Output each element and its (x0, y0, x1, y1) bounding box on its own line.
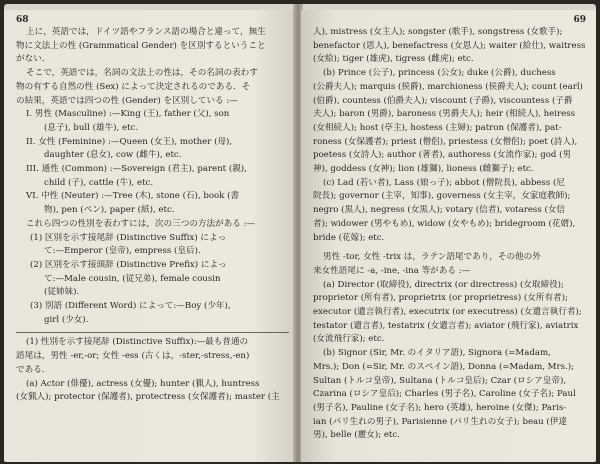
text-line: て:—Emperor (皇帝), empress (皇后). (44, 246, 201, 257)
text-line: (女給); tiger (雄虎), tigress (雌虎); etc. (313, 54, 474, 65)
text-line: そこで，英語では，名詞の文法上の性は，その名詞の表わす (26, 68, 258, 79)
text-line: 語尾は，男性 -er,-or; 女性 -ess (古くは，-ster,-stress,-en) (16, 351, 250, 362)
right-page (301, 10, 596, 462)
text-line: 男性 -tor, 女性 -trix は，ラテン語尾であり，その他の外 (323, 252, 541, 263)
text-line: (b) Signor (Sir, Mr. のイタリア語), Signora (=Madam, (323, 348, 551, 359)
text-line: I. 男性 (Masculine) :—King (王), father (父), son (26, 109, 230, 120)
text-line: (a) Director (取締役), directrix (or directress) (女取締役); (323, 279, 564, 290)
text-line: 物), pen (ペン), paper (紙), etc. (44, 205, 175, 216)
text-line: 院長); governor (主宰，知事), governess (女主宰，女家庭教師); (313, 191, 571, 202)
text-line: て:—Male cousin, (従兄弟), female cousin (44, 273, 221, 284)
text-line: (女流飛行家); etc. (313, 334, 385, 345)
text-line: daughter (息女), cow (雌牛), etc. (44, 150, 182, 161)
text-line: (伯爵), countess (伯爵夫人); viscount (子爵), viscountess (子爵 (313, 95, 573, 106)
text-line: (女相続人); host (亭主), hostess (主婦); patron (保護者), pat- (313, 122, 562, 133)
text-line: 来女性語尾に -a, -ine, -ina 等がある :— (313, 265, 471, 276)
open-book (4, 4, 596, 462)
text-line: (1) 性別を示す接尾辞 (Distinctive Suffix):—最も普通の (26, 337, 249, 348)
text-line: (公爵夫人); marquis (侯爵), marchioness (侯爵夫人); count (earl) (313, 81, 583, 92)
text-line: (女猟人); protector (保護者), protectress (女保護者); master (主 (16, 392, 280, 403)
text-line: benefactor (恩人), benefactress (女恩人); waiter (給仕), waitress (313, 40, 586, 51)
text-line: (a) Actor (俳優), actress (女優); hunter (猟人), huntress (26, 378, 260, 389)
text-line: II. 女性 (Feminine) :—Queen (女王), mother (母), (26, 136, 233, 147)
text-line: bride (花嫁); etc. (313, 232, 385, 243)
text-line: 神), goddess (女神); lion (雄獅), lioness (雌獅子); etc. (313, 164, 534, 175)
left-page (4, 10, 295, 462)
text-line: Mrs.); Don (=Sir, Mr. のスペイン語), Donna (=Madam, Mrs.); (313, 361, 574, 372)
text-line: negro (黒人), negress (女黒人); votary (信者), votaress (女信 (313, 205, 566, 216)
text-line: girl (少女). (44, 314, 89, 325)
text-line: VI. 中性 (Neuter) :—Tree (木), stone (石), book (書 (26, 191, 240, 202)
text-line: III. 通性 (Common) :—Sovereign (君主), parent (親), (26, 164, 247, 175)
section-divider (16, 332, 289, 333)
text-line: 男), belle (麗女); etc. (313, 430, 400, 441)
text-line: (3) 別語 (Different Word) によって:—Boy (少年), (30, 301, 231, 312)
text-line: child (子), cattle (牛), etc. (44, 177, 154, 188)
page-number: 68 (16, 15, 29, 25)
text-line: executor (遺言執行者), executrix (or executress) (女遺言執行者); (313, 307, 582, 318)
text-line: の結果，英語では四つの性 (Gender) を区別している :— (16, 95, 238, 106)
text-line: 人), mistress (女主人); songster (歌手), songstress (女歌手); (313, 27, 563, 37)
text-line: 上に，英語では，ドイツ語やフランス語の場合と違って，無生 (26, 27, 266, 37)
text-line: proprietor (所有者), proprietrix (or proprietress) (女所有者); (313, 293, 568, 304)
text-line: (b) Prince (公子), princess (公女); duke (公爵), duchess (323, 68, 556, 79)
text-line: ian (パリ生れの男子), Parisienne (パリ生れの女子); beau (伊達 (313, 416, 567, 427)
text-line: (息子), bull (雄牛), etc. (44, 122, 139, 133)
text-line: 物に文法上の性 (Grammatical Gender) を区別するということ (16, 40, 266, 51)
text-line: (2) 区別を示す接頭辞 (Distinctive Prefix) によっ (30, 259, 227, 270)
text-line: (1) 区別を示す接尾辞 (Distinctive Suffix) によっ (30, 232, 227, 243)
text-line: 者); widower (男やもめ), widow (女やもめ); bridegroom (花婿), (313, 218, 576, 229)
text-line: poetess (女詩人); author (著者), authoress (女流作家); god (男 (313, 150, 572, 161)
text-line: 物の有する自然の性 (Sex) によって決定されるのである．そ (16, 81, 251, 92)
text-line: である． (16, 364, 51, 375)
text-line: Czarina (ロシア皇后); Charles (男子名), Caroline (女子名); Paul (313, 389, 576, 400)
text-line: testator (遺言者), testatrix (女遺言者); aviator (飛行家), aviatrix (313, 320, 579, 331)
text-line: (男子名), Pauline (女子名); hero (英雄), heroine (女傑); Paris- (313, 402, 567, 413)
text-line: がない． (16, 54, 51, 65)
text-line: Sultan (トルコ皇帝), Sultana (トルコ皇后); Czar (ロシア皇帝), (313, 375, 567, 386)
page-number: 69 (573, 15, 586, 25)
text-line: (従姉妹). (44, 287, 80, 298)
text-line: roness (女保護者); priest (僧侶), priestess (女僧侶); poet (詩人), (313, 136, 578, 147)
text-line: 夫人); baron (男爵), baroness (男爵夫人); heir (相続人), heiress (313, 109, 576, 120)
text-line: これら四つの性別を表わすには，次の三つの方法がある :— (26, 218, 256, 229)
text-line: (c) Lad (若い者), Lass (娘っ子); abbot (僧院長), abbess (尼 (323, 177, 565, 188)
